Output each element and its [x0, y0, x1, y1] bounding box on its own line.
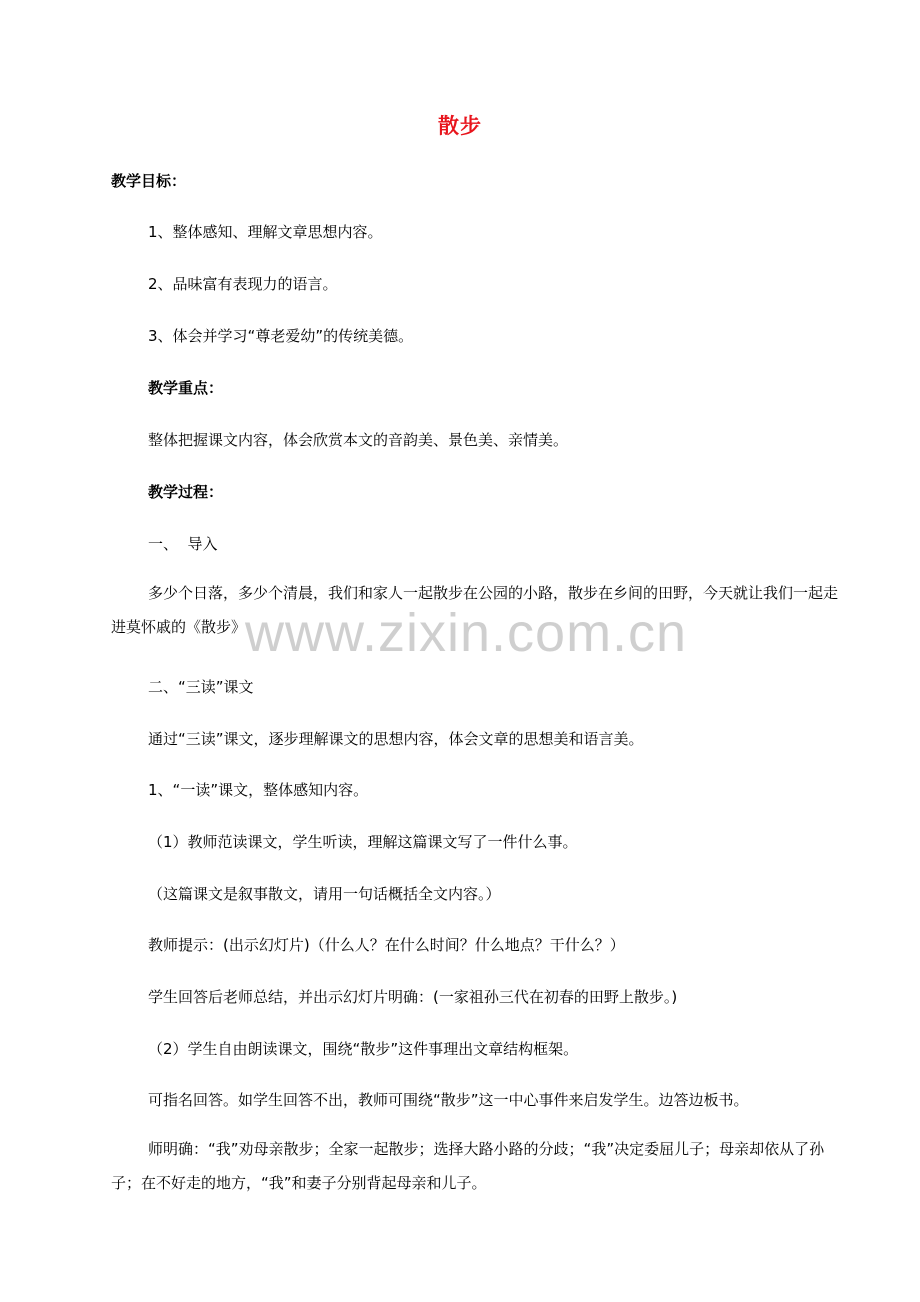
step-heading-introduction: 一、 导入 [148, 535, 218, 553]
objective-item-3: 3、体会并学习“尊老爱幼”的传统美德。 [148, 327, 414, 345]
first-reading-item-1: （1）教师范读课文，学生听读，理解这篇课文写了一件什么事。 [148, 833, 578, 851]
section-heading-process: 教学过程： [148, 483, 224, 501]
first-reading-heading: 1、“一读”课文，整体感知内容。 [148, 781, 369, 799]
first-reading-item-2: （2）学生自由朗读课文，围绕“散步”这件事理出文章结构框架。 [148, 1040, 579, 1058]
teacher-hint: 教师提示：(出示幻灯片)（什么人？在什么时间？什么地点？干什么？） [148, 936, 625, 954]
key-point-text: 整体把握课文内容，体会欣赏本文的音韵美、景色美、亲情美。 [148, 431, 569, 449]
step-heading-three-readings: 二、“三读”课文 [148, 678, 254, 696]
section-heading-objectives: 教学目标： [111, 172, 187, 190]
teacher-summary: 学生回答后老师总结，并出示幻灯片明确：(一家祖孙三代在初春的田野上散步。) [148, 988, 678, 1006]
section-heading-key-points: 教学重点： [148, 379, 224, 397]
objective-item-1: 1、整体感知、理解文章思想内容。 [148, 223, 383, 241]
objective-item-2: 2、品味富有表现力的语言。 [148, 275, 338, 293]
answer-guidance: 可指名回答。如学生回答不出，教师可围绕“散步”这一中心事件来启发学生。边答边板书。 [148, 1091, 749, 1109]
introduction-paragraph: 多少个日落，多少个清晨，我们和家人一起散步在公园的小路，散步在乡间的田野，今天就让我们一起走进莫怀戚的《散步》 [111, 584, 839, 636]
teacher-clarification-paragraph: 师明确：“我”劝母亲散步；全家一起散步；选择大路小路的分歧；“我”决定委屈儿子；母亲却依从了孙子；在不好走的地方，“我”和妻子分别背起母亲和儿子。 [111, 1140, 825, 1192]
document-title: 散步 [438, 114, 482, 138]
first-reading-note: （这篇课文是叙事散文，请用一句话概括全文内容。） [148, 885, 501, 903]
three-readings-text: 通过“三读”课文，逐步理解课文的思想内容，体会文章的思想美和语言美。 [148, 730, 644, 748]
watermark: www.zixin.com.cn [245, 603, 688, 663]
